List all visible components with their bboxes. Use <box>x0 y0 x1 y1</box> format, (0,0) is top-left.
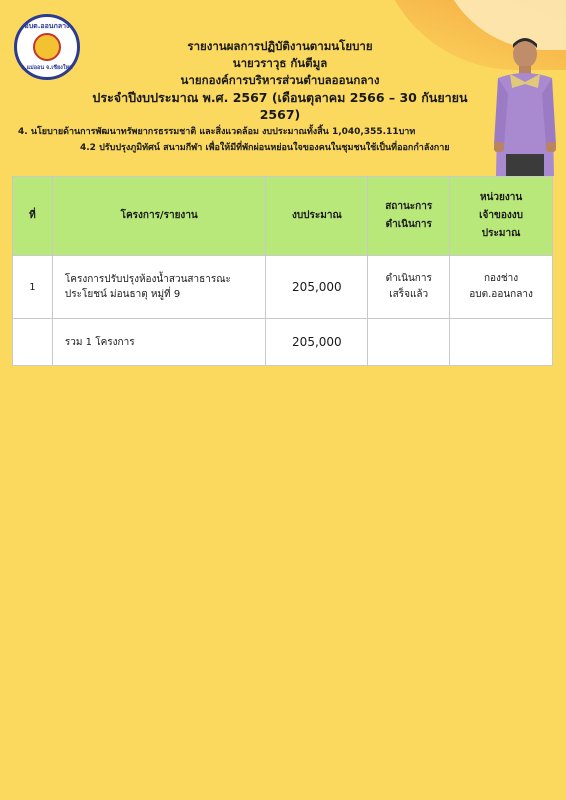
total-unit-cell <box>450 319 553 366</box>
header-line-1: รายงานผลการปฏิบัติงานตามนโยบาย <box>187 39 373 53</box>
organization-logo <box>14 14 80 80</box>
row-unit <box>450 256 553 319</box>
header-status-line-1: สถานะการ <box>385 201 433 212</box>
official-portrait <box>492 34 558 176</box>
header-status-line-2: ดำเนินการ <box>385 219 432 230</box>
header-project-name: โครงการ/รายงาน <box>52 177 266 256</box>
project-table <box>12 176 553 366</box>
row-status-line-2: เสร็จแล้ว <box>389 289 429 300</box>
row-unit-line-1: กองช่าง <box>483 273 519 284</box>
header-no: ที่ <box>13 177 53 256</box>
header-unit-line-2: เจ้าของงบ <box>479 210 523 221</box>
header-line-3: นายกองค์การบริหารส่วนตำบลออนกลาง <box>180 73 380 87</box>
header-budget: งบประมาณ <box>266 177 368 256</box>
table-total-row <box>13 319 553 366</box>
table-row <box>13 256 553 319</box>
header-unit <box>450 177 553 256</box>
table-header-row <box>13 177 553 256</box>
header-unit-line-1: หน่วยงาน <box>479 192 523 203</box>
total-no-cell <box>13 319 53 366</box>
total-label: รวม 1 โครงการ <box>52 319 266 366</box>
logo-bottom-text: อ.แม่ออน จ.เชียงใหม่ <box>21 65 73 71</box>
row-status-line-1: ดำเนินการ <box>385 273 432 284</box>
logo-top-text: อบต.ออนกลาง <box>24 22 70 30</box>
header-line-2: นายวราวุธ กันตีมูล <box>232 56 328 70</box>
row-project-name <box>52 256 266 319</box>
row-budget: 205,000 <box>266 256 368 319</box>
total-budget: 205,000 <box>266 319 368 366</box>
policy-line-2: 4.2 ปรับปรุงภูมิทัศน์ สนามกีฬา เพื่อให้มีที่พักผ่อนหย่อนใจของคนในชุมชนใช้เป็นที่ออกกำลังกาย <box>80 143 450 153</box>
row-unit-line-2: อบต.ออนกลาง <box>469 289 533 300</box>
report-header <box>80 38 480 123</box>
row-status <box>368 256 450 319</box>
row-no: 1 <box>13 256 53 319</box>
row-project-name-line-1: โครงการปรับปรุงห้องน้ำสวนสาธารณะ <box>64 274 231 285</box>
policy-section <box>18 124 488 156</box>
logo-emblem <box>33 33 61 61</box>
header-line-4: ประจำปีงบประมาณ พ.ศ. 2567 (เดือนตุลาคม 2566 – 30 กันยายน 2567) <box>92 90 468 122</box>
header-unit-line-3: ประมาณ <box>481 228 521 239</box>
header-status <box>368 177 450 256</box>
row-project-name-line-2: ประโยชน์ ม่อนธาตุ หมู่ที่ 9 <box>64 289 181 300</box>
policy-line-1: 4. นโยบายด้านการพัฒนาทรัพยากรธรรมชาติ และสิ่งแวดล้อม งบประมาณทั้งสิ้น 1,040,355.11บาท <box>18 127 416 137</box>
total-status-cell <box>368 319 450 366</box>
